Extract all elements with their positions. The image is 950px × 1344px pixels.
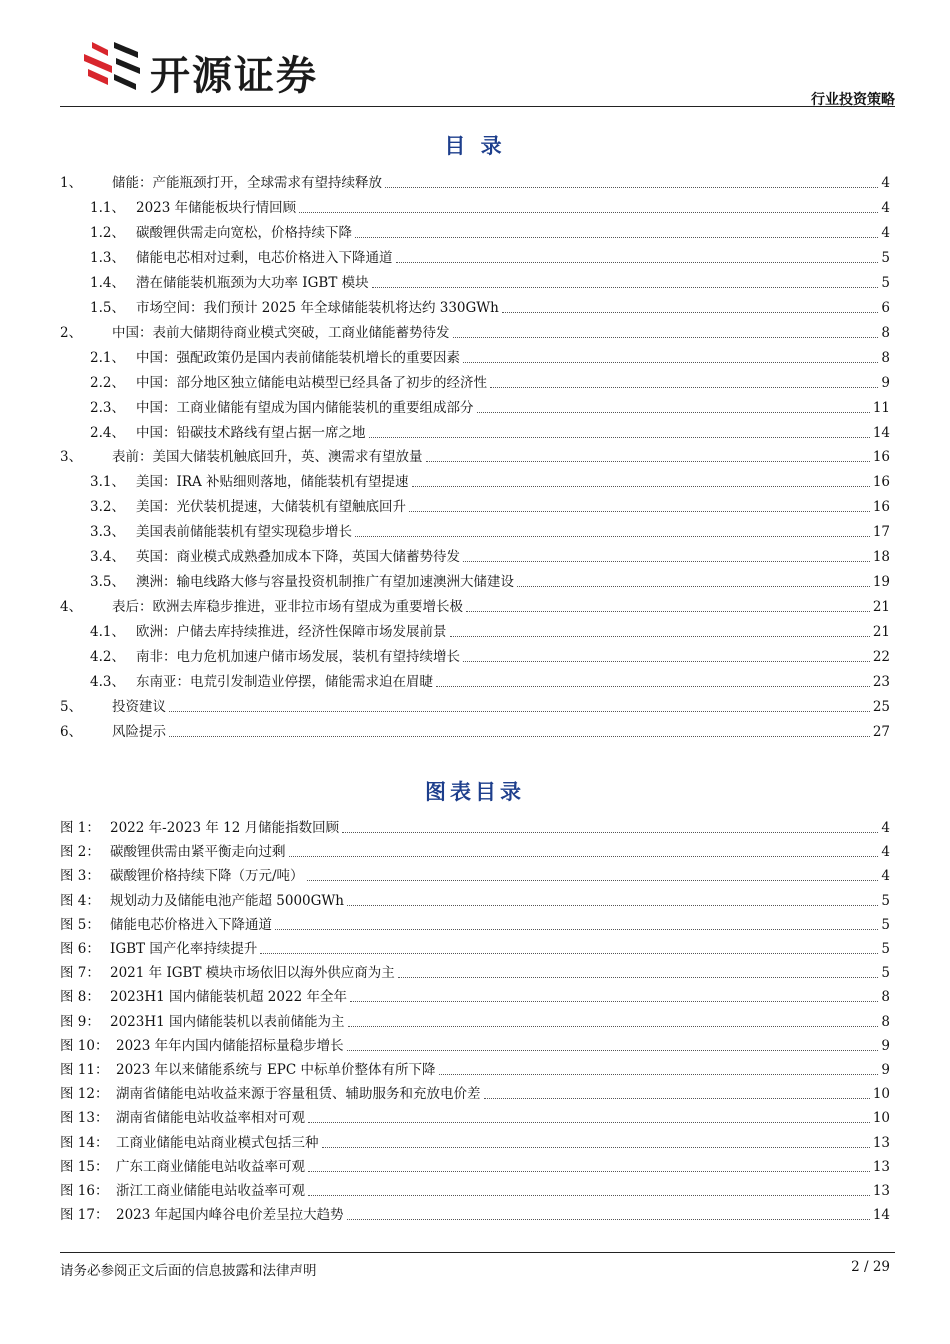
figure-entry[interactable] (60, 1154, 890, 1176)
entry-title: 潜在储能装机瓶颈为大功率 IGBT 模块 (136, 274, 369, 291)
dot-leader (369, 437, 870, 438)
entry-title: 中国：表前大储期待商业模式突破，工商业储能蓄势待发 (112, 324, 450, 341)
dot-leader (502, 312, 879, 313)
entry-page-number: 5 (881, 916, 890, 933)
entry-title: 储能电芯相对过剩，电芯价格进入下降通道 (136, 249, 393, 266)
footer-divider (60, 1252, 895, 1253)
entry-title: 中国：工商业储能有望成为国内储能装机的重要组成部分 (136, 399, 474, 416)
entry-number: 图 15： (60, 1158, 109, 1175)
figure-index-title: 图表目录 (425, 780, 525, 804)
entry-title: 2023 年储能板块行情回顾 (136, 199, 297, 216)
dot-leader (347, 1219, 870, 1220)
entry-title: 南非：电力危机加速户储市场发展，装机有望持续增长 (136, 649, 460, 666)
dot-leader (355, 237, 878, 238)
entry-title: 风险提示 (112, 723, 166, 740)
figure-entry[interactable] (60, 1130, 890, 1152)
dot-leader (307, 880, 879, 881)
entry-title: 储能：产能瓶颈打开，全球需求有望持续释放 (112, 175, 382, 191)
entry-page-number: 25 (872, 698, 890, 715)
header-divider (60, 106, 895, 107)
entry-title: 英国：商业模式成熟叠加成本下降，英国大储蓄势待发 (136, 549, 460, 566)
entry-number: 图 2： (60, 844, 100, 861)
dot-leader (426, 461, 870, 462)
entry-number: 1.5、 (90, 299, 125, 316)
entry-title: 2023 年年内国内储能招标量稳步增长 (116, 1037, 344, 1054)
toc-entry[interactable] (60, 469, 890, 491)
entry-title: 规划动力及储能电池产能超 5000GWh (110, 892, 345, 909)
figure-entry[interactable] (60, 936, 890, 958)
entry-page-number: 18 (872, 549, 890, 566)
entry-title: 2022 年-2023 年 12 月储能指数回顾 (110, 820, 340, 836)
dot-leader (398, 977, 879, 978)
entry-title: 美国：IRA 补贴细则落地，储能装机有望提速 (136, 474, 409, 491)
entry-page-number: 16 (872, 474, 890, 491)
entry-page-number: 4 (881, 844, 890, 861)
entry-title: 2023 年以来储能系统与 EPC 中标单价整体有所下降 (116, 1062, 436, 1078)
dot-leader (308, 1122, 870, 1123)
toc-entry[interactable] (60, 619, 890, 641)
entry-number: 图 17： (60, 1207, 109, 1224)
figure-entry[interactable] (60, 960, 890, 982)
toc-entry[interactable] (60, 170, 890, 192)
dot-leader (517, 586, 870, 587)
dot-leader (409, 511, 870, 512)
entry-page-number: 6 (881, 299, 890, 316)
dot-leader (348, 1026, 879, 1027)
toc-entry[interactable] (60, 444, 890, 466)
entry-title: 碳酸锂供需走向宽松，价格持续下降 (136, 224, 352, 241)
toc-entry[interactable] (60, 195, 890, 217)
dot-leader (342, 832, 878, 833)
entry-number: 图 5： (60, 916, 100, 933)
entry-number: 3.1、 (90, 474, 125, 491)
toc-entry[interactable] (60, 694, 890, 716)
entry-page-number: 4 (881, 820, 890, 836)
entry-page-number: 4 (881, 175, 890, 191)
figure-entry[interactable] (60, 1105, 890, 1127)
figure-entry[interactable] (60, 1081, 890, 1103)
dot-leader (466, 611, 870, 612)
entry-number: 图 13： (60, 1110, 109, 1127)
entry-title: 湖南省储能电站收益率相对可观 (116, 1110, 305, 1127)
entry-title: 2023H1 国内储能装机超 2022 年全年 (110, 989, 347, 1006)
entry-number: 5、 (60, 698, 83, 715)
entry-page-number: 21 (872, 624, 890, 641)
dot-leader (463, 661, 870, 662)
toc-entry[interactable] (60, 370, 890, 392)
entry-page-number: 11 (872, 399, 890, 416)
entry-number: 3.2、 (90, 499, 125, 516)
entry-number: 4.3、 (90, 674, 125, 690)
entry-page-number: 8 (881, 349, 890, 366)
entry-number: 1.2、 (90, 224, 125, 241)
entry-title: 中国：铅碳技术路线有望占据一席之地 (136, 424, 366, 441)
dot-leader (412, 486, 870, 487)
entry-number: 1.1、 (90, 199, 125, 216)
entry-title: 广东工商业储能电站收益率可观 (116, 1158, 305, 1175)
entry-page-number: 16 (872, 449, 890, 466)
dot-leader (350, 1001, 878, 1002)
entry-page-number: 8 (881, 324, 890, 341)
dot-leader (322, 1147, 870, 1148)
entry-title: 表后：欧洲去库稳步推进，亚非拉市场有望成为重要增长极 (112, 599, 463, 616)
entry-title: 东南亚：电荒引发制造业停摆，储能需求迫在眉睫 (136, 674, 433, 690)
dot-leader (453, 337, 879, 338)
entry-number: 图 16： (60, 1183, 109, 1199)
entry-page-number: 4 (881, 868, 890, 885)
dot-leader (490, 387, 878, 388)
entry-page-number: 5 (881, 892, 890, 909)
entry-title: 美国表前储能装机有望实现稳步增长 (136, 524, 352, 541)
dot-leader (347, 1050, 879, 1051)
entry-page-number: 13 (872, 1158, 890, 1175)
dot-leader (436, 686, 870, 687)
entry-title: 美国：光伏装机提速，大储装机有望触底回升 (136, 499, 406, 516)
entry-page-number: 16 (872, 499, 890, 516)
dot-leader (484, 1098, 870, 1099)
dot-leader (355, 536, 870, 537)
entry-number: 3.3、 (90, 524, 125, 541)
dot-leader (169, 711, 870, 712)
company-logo (78, 32, 378, 102)
dot-leader (463, 362, 878, 363)
entry-number: 1、 (60, 175, 83, 191)
figure-entry[interactable] (60, 888, 890, 910)
figure-entry[interactable] (60, 1202, 890, 1224)
toc-entry[interactable] (60, 719, 890, 741)
dot-leader (299, 212, 878, 213)
toc-entry[interactable] (60, 519, 890, 541)
entry-number: 图 10： (60, 1037, 109, 1054)
entry-title: 中国：强配政策仍是国内表前储能装机增长的重要因素 (136, 349, 460, 366)
entry-title: 碳酸锂供需由紧平衡走向过剩 (110, 844, 286, 861)
entry-page-number: 5 (881, 274, 890, 291)
entry-page-number: 10 (872, 1110, 890, 1127)
entry-number: 2.2、 (90, 374, 125, 391)
entry-number: 2.3、 (90, 399, 125, 416)
entry-title: 2023 年起国内峰谷电价差呈拉大趋势 (116, 1207, 344, 1224)
entry-page-number: 13 (872, 1134, 890, 1151)
entry-number: 2.1、 (90, 349, 125, 366)
toc-entry[interactable] (60, 594, 890, 616)
toc-entry[interactable] (60, 420, 890, 442)
entry-title: 工商业储能电站商业模式包括三种 (116, 1134, 319, 1151)
entry-number: 4、 (60, 599, 83, 616)
entry-number: 图 14： (60, 1134, 109, 1151)
logo-wordmark: 开源证券 (150, 53, 318, 99)
entry-number: 3.4、 (90, 549, 125, 566)
entry-number: 3、 (60, 449, 83, 466)
entry-title: 储能电芯价格进入下降通道 (110, 916, 272, 933)
dot-leader (463, 561, 870, 562)
dot-leader (169, 736, 870, 737)
entry-page-number: 8 (881, 989, 890, 1006)
entry-title: 欧洲：户储去库持续推进，经济性保障市场发展前景 (136, 624, 447, 641)
entry-title: 中国：部分地区独立储能电站模型已经具备了初步的经济性 (136, 374, 487, 391)
dot-leader (396, 262, 879, 263)
toc-entry[interactable] (60, 245, 890, 267)
entry-page-number: 9 (881, 1037, 890, 1054)
figure-entry[interactable] (60, 912, 890, 934)
figure-entry[interactable] (60, 1009, 890, 1031)
toc-entry[interactable] (60, 270, 890, 292)
figure-entry[interactable] (60, 1057, 890, 1079)
toc-entry[interactable] (60, 544, 890, 566)
figure-entry[interactable] (60, 984, 890, 1006)
page-header (60, 20, 895, 112)
entry-page-number: 13 (872, 1183, 890, 1199)
entry-page-number: 8 (881, 1013, 890, 1030)
toc-entry[interactable] (60, 345, 890, 367)
entry-title: 市场空间：我们预计 2025 年全球储能装机将达约 330GWh (136, 299, 499, 316)
entry-number: 图 1： (60, 820, 100, 836)
entry-title: 澳洲：输电线路大修与容量投资机制推广有望加速澳洲大储建设 (136, 574, 514, 591)
dot-leader (308, 1171, 870, 1172)
entry-title: 湖南省储能电站收益来源于容量租赁、辅助服务和充放电价差 (116, 1086, 481, 1103)
dot-leader (385, 187, 878, 188)
dot-leader (308, 1195, 870, 1196)
toc-entry[interactable] (60, 669, 890, 691)
entry-number: 图 12： (60, 1086, 109, 1103)
entry-title: 2021 年 IGBT 模块市场依旧以海外供应商为主 (110, 965, 395, 982)
entry-page-number: 4 (881, 224, 890, 241)
logo-mark-icon (78, 36, 142, 94)
footer-disclaimer: 请务必参阅正文后面的信息披露和法律声明 (60, 1263, 317, 1279)
toc-entry[interactable] (60, 569, 890, 591)
toc-entry[interactable] (60, 220, 890, 242)
entry-number: 1.4、 (90, 274, 125, 291)
dot-leader (439, 1074, 879, 1075)
entry-title: 投资建议 (112, 698, 166, 715)
entry-number: 4.2、 (90, 649, 125, 666)
entry-page-number: 9 (881, 374, 890, 391)
figure-entry[interactable] (60, 863, 890, 885)
dot-leader (372, 287, 879, 288)
dot-leader (275, 929, 878, 930)
entry-number: 4.1、 (90, 624, 125, 641)
entry-page-number: 5 (881, 941, 890, 957)
entry-page-number: 14 (872, 424, 890, 441)
entry-title: 浙江工商业储能电站收益率可观 (116, 1183, 305, 1199)
entry-title: 表前：美国大储装机触底回升，英、澳需求有望放量 (112, 449, 423, 466)
dot-leader (477, 412, 870, 413)
entry-title: 碳酸锂价格持续下降（万元/吨） (110, 868, 304, 885)
entry-number: 1.3、 (90, 249, 125, 266)
entry-number: 2.4、 (90, 424, 125, 441)
entry-page-number: 23 (872, 674, 890, 690)
toc-title: 目 录 (444, 134, 506, 158)
entry-number: 3.5、 (90, 574, 125, 591)
entry-page-number: 27 (872, 723, 890, 740)
figure-entry[interactable] (60, 815, 890, 837)
entry-number: 图 8： (60, 989, 100, 1006)
figure-entry[interactable] (60, 1033, 890, 1055)
dot-leader (289, 856, 879, 857)
figure-entry[interactable] (60, 839, 890, 861)
toc-entry[interactable] (60, 320, 890, 342)
entry-number: 6、 (60, 723, 83, 740)
page-number: 2 / 29 (851, 1259, 890, 1275)
entry-number: 图 4： (60, 892, 100, 909)
entry-number: 2、 (60, 324, 83, 341)
entry-number: 图 11： (60, 1062, 109, 1078)
toc-entry[interactable] (60, 494, 890, 516)
entry-page-number: 10 (872, 1086, 890, 1103)
dot-leader (260, 953, 878, 954)
entry-page-number: 14 (872, 1207, 890, 1224)
toc-entry[interactable] (60, 644, 890, 666)
entry-page-number: 21 (872, 599, 890, 616)
dot-leader (450, 636, 870, 637)
entry-page-number: 5 (881, 965, 890, 982)
entry-page-number: 5 (881, 249, 890, 266)
entry-number: 图 3： (60, 868, 100, 885)
entry-page-number: 17 (872, 524, 890, 541)
entry-title: IGBT 国产化率持续提升 (110, 941, 258, 957)
entry-page-number: 19 (872, 574, 890, 591)
entry-number: 图 6： (60, 941, 100, 957)
entry-page-number: 22 (872, 649, 890, 666)
entry-page-number: 4 (881, 199, 890, 216)
toc-entry[interactable] (60, 295, 890, 317)
entry-page-number: 9 (881, 1062, 890, 1078)
dot-leader (347, 905, 878, 906)
entry-number: 图 9： (60, 1013, 100, 1030)
entry-number: 图 7： (60, 965, 100, 982)
figure-entry[interactable] (60, 1178, 890, 1200)
report-category: 行业投资策略 (811, 92, 895, 108)
entry-title: 2023H1 国内储能装机以表前储能为主 (110, 1013, 345, 1030)
toc-entry[interactable] (60, 395, 890, 417)
